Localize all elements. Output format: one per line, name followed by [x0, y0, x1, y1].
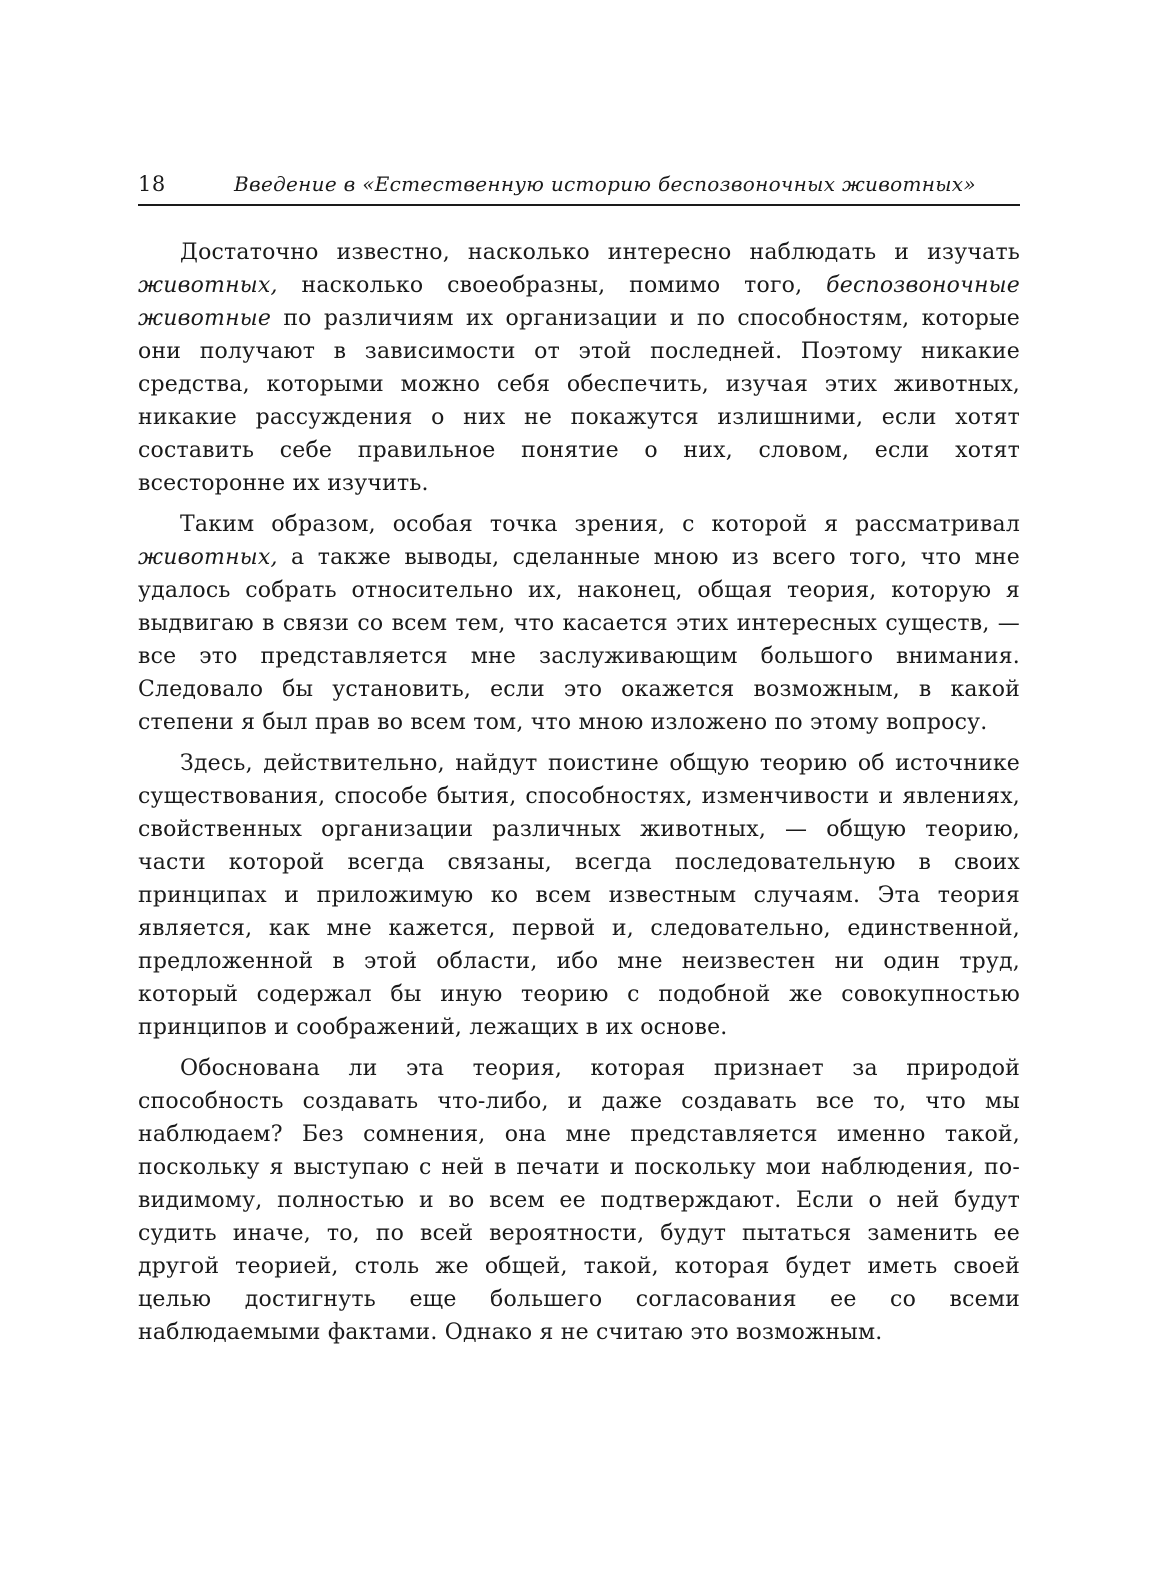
paragraph-4 — [138, 1052, 1020, 1349]
page-header — [138, 170, 1020, 206]
paragraph-3-part-1: Здесь, действительно, найдут поистине общую теорию об источнике существования, способе бытия, способностях, изменчивости и явлениях, свойственных организации различных животных, — общую теорию, части которой всегда связаны, всегда последовательную в своих принципах и приложимую ко всем известным случаям. Эта теория является, как мне кажется, первой и, следовательно, единственной, предложенной в этой области, ибо мне неизвестен ни один труд, который содержал бы иную теорию с подобной же совокупностью принципов и соображений, лежащих в их основе. — [138, 751, 1020, 1040]
paragraph-1-part-4: беспозвоночные животные — [138, 273, 1020, 331]
paragraph-1-part-5: по различиям их организации и по способностям, которые они получают в зависимости от этой последней. Поэтому никакие средства, которыми можно себя обеспечить, изучая этих животных, никакие рассуждения о них не покажутся излишними, если хотят составить себе правильное понятие о них, словом, если хотят всесторонне их изучить. — [138, 306, 1020, 496]
paragraph-2-part-2: животных, — [138, 545, 278, 570]
paragraph-2-part-3: а также выводы, сделанные мною из всего того, что мне удалось собрать относительно их, наконец, общая теория, которую я выдвигаю в связи со всем тем, что касается этих интересных существ, — все это представляется мне заслуживающим большого внимания. Следовало бы установить, если это окажется возможным, в какой степени я был прав во всем том, что мною изложено по этому вопросу. — [138, 545, 1020, 735]
paragraph-1-part-2: животных, — [138, 273, 278, 298]
paragraph-2 — [138, 508, 1020, 739]
paragraph-3 — [138, 747, 1020, 1044]
page-number: 18 — [138, 172, 166, 196]
body-text — [138, 236, 1020, 1357]
running-title: Введение в «Естественную историю беспозвоночных животных» — [234, 172, 976, 196]
paragraph-4-part-1: Обоснована ли эта теория, которая признает за природой способность создавать что-либо, и даже создавать все то, что мы наблюдаем? Без сомнения, она мне представляется именно такой, поскольку я выступаю с ней в печати и поскольку мои наблюдения, по-видимому, полностью и во всем ее подтверждают. Если о ней будут судить иначе, то, по всей вероятности, будут пытаться заменить ее другой теорией, столь же общей, такой, которая будет иметь своей целью достигнуть еще большего согласования ее со всеми наблюдаемыми фактами. Однако я не считаю это возможным. — [138, 1056, 1020, 1345]
paragraph-1-part-1: Достаточно известно, насколько интересно наблюдать и изучать — [180, 240, 1020, 265]
paragraph-1-part-3: насколько своеобразны, помимо того, — [277, 273, 827, 298]
paragraph-1 — [138, 236, 1020, 500]
paragraph-2-part-1: Таким образом, особая точка зрения, с которой я рассматривал — [180, 512, 1020, 537]
